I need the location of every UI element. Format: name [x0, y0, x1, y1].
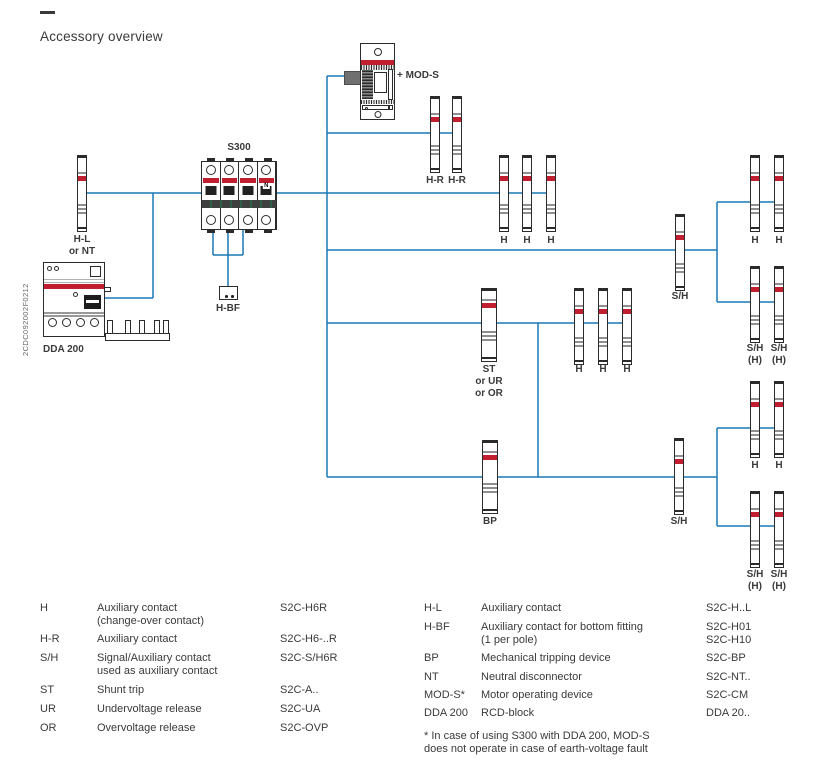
legend-footnote: * In case of using S300 with DDA 200, MOD-S does not operate in case of earth-voltage fault — [424, 730, 650, 755]
legend-row-nt: NT Neutral disconnector S2C-NT.. — [424, 671, 751, 683]
s300-body — [201, 161, 277, 230]
label-h-mid-1: H — [575, 364, 583, 375]
label-st: ST — [482, 364, 496, 375]
shh-lower-device-1 — [750, 491, 760, 568]
hh-lower-device-2 — [774, 381, 784, 458]
label-hh-lower-2: H — [775, 460, 783, 471]
terminal-icon — [90, 318, 99, 327]
s300-breaker — [201, 158, 277, 233]
label-shh-upper-2b: (H) — [772, 355, 786, 366]
label-shh-upper-1b: (H) — [748, 355, 762, 366]
label-dda-200: DDA 200 — [43, 344, 84, 355]
legend-row-h-bf: H-BF Auxiliary contact for bottom fitting (1 per pole) S2C-H01 S2C-H10 — [424, 621, 752, 646]
screw-hole-icon — [374, 48, 382, 56]
label-shh-upper-1: S/H — [746, 343, 764, 354]
terminal-icon — [76, 318, 85, 327]
h-top-device-2 — [522, 155, 532, 232]
label-shh-lower-2b: (H) — [772, 581, 786, 592]
hatch-band — [361, 100, 394, 104]
label-h-top-1: H — [500, 235, 508, 246]
label-h-mid-2: H — [599, 364, 607, 375]
h-mid-device-3 — [622, 288, 632, 365]
label-hh-lower-1: H — [751, 460, 759, 471]
indicator-hole-icon — [54, 266, 59, 271]
hh-upper-device-2 — [774, 155, 784, 232]
indicator-hole-icon — [47, 266, 52, 271]
motor-coil — [362, 70, 373, 99]
legend-row-ur: UR Undervoltage release S2C-UA — [40, 703, 321, 715]
legend-desc: Auxiliary contact (change-over contact) — [97, 602, 204, 627]
pole-2 — [221, 162, 240, 229]
document-side-code: 2CDC092002F0212 — [21, 283, 30, 356]
label-or-or: or OR — [475, 388, 503, 399]
legend-code: S2C-H6R — [280, 602, 328, 614]
label-s300: S300 — [227, 142, 251, 153]
label-sh-lower: S/H — [670, 516, 688, 527]
legend-row-sh: S/H Signal/Auxiliary contact used as auxiliary contact S2C-S/H6R — [40, 652, 338, 677]
legend-term: H — [40, 602, 48, 614]
st-device — [481, 288, 497, 362]
h-mid-device-2 — [598, 288, 608, 365]
screw-icon — [73, 292, 78, 297]
pole-n — [258, 162, 277, 229]
test-button — [90, 266, 101, 277]
shh-upper-device-2 — [774, 266, 784, 343]
label-h-bf: H-BF — [216, 303, 240, 314]
din-rail-clip — [362, 105, 393, 110]
legend-row-bp: BP Mechanical tripping device S2C-BP — [424, 652, 746, 664]
terminal-icon — [48, 318, 57, 327]
label-hh-upper-2: H — [775, 235, 783, 246]
label-shh-lower-1: S/H — [746, 569, 764, 580]
screw-hole-icon — [374, 111, 381, 118]
busbar-band — [202, 200, 276, 208]
label-hh-upper-1: H — [751, 235, 759, 246]
sh-upper-device — [675, 214, 685, 291]
h-top-device-1 — [499, 155, 509, 232]
label-or-nt: or NT — [68, 246, 96, 257]
side-channel — [388, 69, 393, 100]
label-shh-lower-1b: (H) — [748, 581, 762, 592]
pole-1 — [202, 162, 221, 229]
page-title: Accessory overview — [40, 29, 163, 44]
legend-row-dda-200: DDA 200 RCD-block DDA 20.. — [424, 707, 751, 719]
pole-3 — [239, 162, 258, 229]
h-mid-device-1 — [574, 288, 584, 365]
label-h-l: H-L — [73, 234, 91, 245]
side-tab — [104, 287, 111, 292]
sh-lower-device — [674, 438, 684, 515]
red-band — [44, 284, 104, 289]
h-r-device-1 — [430, 96, 440, 173]
h-l-device — [77, 155, 87, 232]
shh-upper-device-1 — [750, 266, 760, 343]
dda-200-device — [43, 262, 105, 337]
comb-busbar — [105, 320, 170, 341]
label-shh-lower-2: S/H — [770, 569, 788, 580]
bottom-tabs — [201, 230, 277, 233]
label-h-top-2: H — [523, 235, 531, 246]
neutral-marker: N — [264, 183, 269, 189]
label-or-ur: or UR — [475, 376, 503, 387]
label-h-mid-3: H — [623, 364, 631, 375]
shh-lower-device-2 — [774, 491, 784, 568]
legend-row-mod-s: MOD-S* Motor operating device S2C-CM — [424, 689, 749, 701]
label-mod-s: + MOD-S — [397, 70, 439, 81]
legend-row-h-r: H-R Auxiliary contact S2C-H6-..R — [40, 633, 337, 645]
hh-lower-device-1 — [750, 381, 760, 458]
legend-row-or: OR Overvoltage release S2C-OVP — [40, 722, 329, 734]
bp-device — [482, 440, 498, 514]
h-top-device-3 — [546, 155, 556, 232]
h-bf-device — [219, 286, 238, 300]
h-r-device-2 — [452, 96, 462, 173]
window — [374, 72, 387, 93]
label-h-r-2: H-R — [448, 175, 466, 186]
legend-row-st: ST Shunt trip S2C-A.. — [40, 684, 319, 696]
legend-row-h — [40, 602, 327, 628]
label-bp: BP — [483, 516, 497, 527]
terminal-icon — [62, 318, 71, 327]
label-h-top-3: H — [547, 235, 555, 246]
hh-upper-device-1 — [750, 155, 760, 232]
legend-row-h-l: H-L Auxiliary contact S2C-H..L — [424, 602, 752, 614]
label-shh-upper-2: S/H — [770, 343, 788, 354]
mod-s-device — [360, 43, 395, 120]
toggle-switch — [84, 295, 101, 309]
label-sh-upper: S/H — [671, 291, 689, 302]
label-h-r-1: H-R — [426, 175, 444, 186]
